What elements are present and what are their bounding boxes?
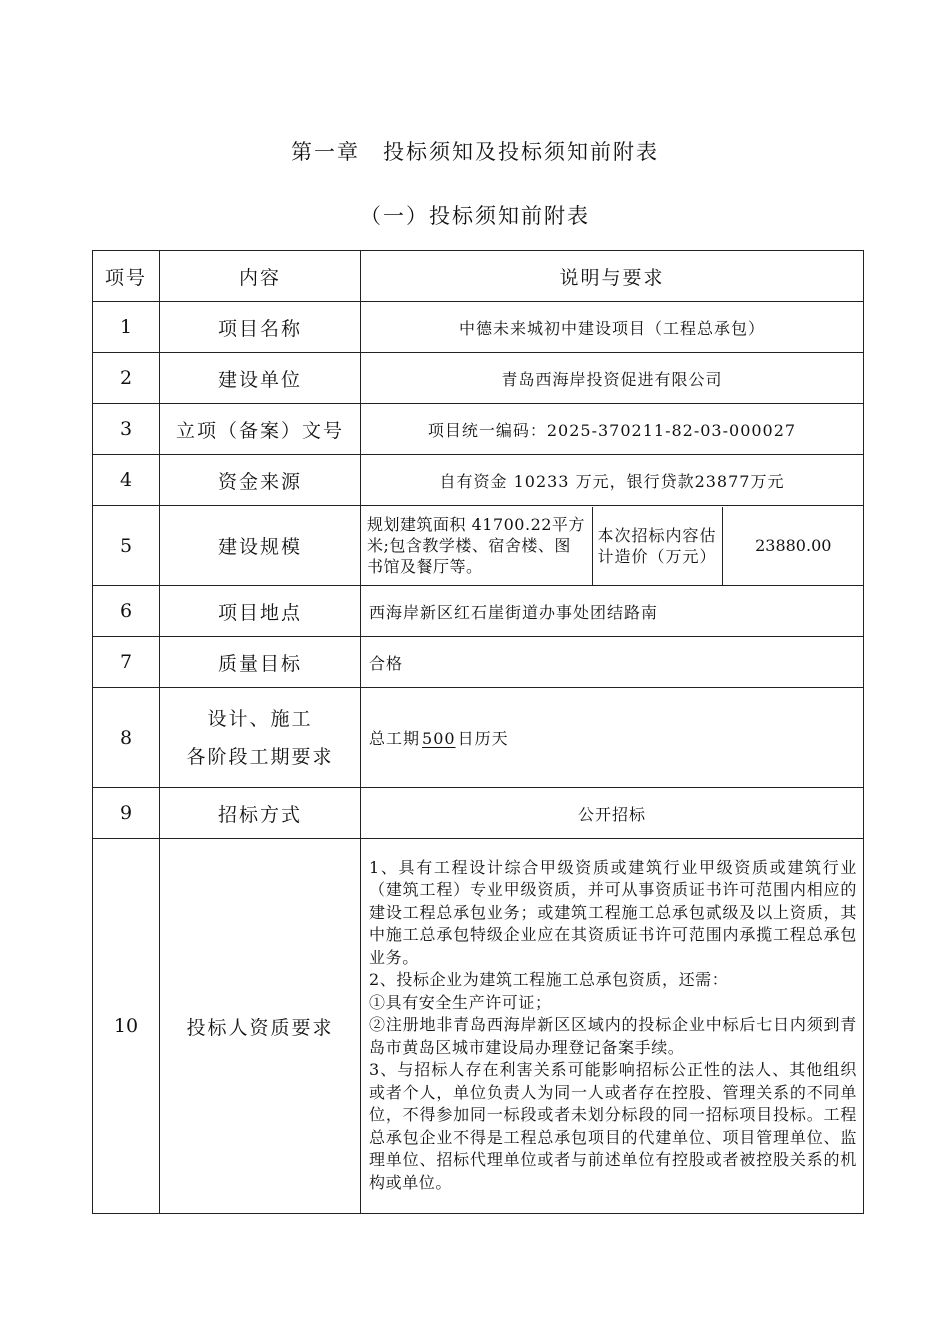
table-row: [93, 586, 864, 637]
requirement-paragraph: ②注册地非青岛西海岸新区区域内的投标企业中标后七日内须到青岛市黄岛区城市建设局办理登记备案手续。: [369, 1015, 857, 1057]
row-item: 项目地点: [160, 586, 361, 637]
requirement-paragraph: 1、具有工程设计综合甲级资质或建筑行业甲级资质或建筑行业（建筑工程）专业甲级资质，并可从事资质证书许可范围内相应的建设工程总承包业务；或建筑工程施工总承包贰级及以上资质，其中施工总承包特级企业应在其资质证书许可范围内承揽工程总承包业务。: [369, 857, 857, 967]
table-row: [93, 637, 864, 688]
estimate-value: 23880.00: [722, 507, 864, 585]
requirement-paragraph: 3、与招标人存在利害关系可能影响招标公正性的法人、其他组织或者个人，单位负责人为同一人或者存在控股、管理关系的不同单位，不得参加同一标段或者未划分标段的同一招标项目投标。工程总承包企业不得是工程总承包项目的代建单位、项目管理单位、监理单位、招标代理单位或者与前述单位有控股或者被控股关系的机构或单位。: [369, 1060, 857, 1192]
table-header-row: [93, 251, 864, 302]
row-item: 建设规模: [160, 506, 361, 586]
row-no: 3: [93, 404, 160, 455]
table-row: [93, 302, 864, 353]
location-value: 西海岸新区红石崖街道办事处团结路南: [361, 586, 864, 637]
row-item: 资金来源: [160, 455, 361, 506]
table-row: [93, 353, 864, 404]
row-no: 8: [93, 688, 160, 788]
qualification-requirements: [361, 839, 864, 1214]
table-row: [93, 839, 864, 1214]
row-item: 建设单位: [160, 353, 361, 404]
duration-days: 500: [422, 729, 456, 748]
row-no: 1: [93, 302, 160, 353]
row-item: 质量目标: [160, 637, 361, 688]
chapter-title: 第一章 投标须知及投标须知前附表: [291, 140, 659, 164]
row-no: 6: [93, 586, 160, 637]
row-item: 项目名称: [160, 302, 361, 353]
owner-value: 青岛西海岸投资促进有限公司: [361, 353, 864, 404]
scale-description: 规划建筑面积 41700.22平方米;包含教学楼、宿舍楼、图书馆及餐厅等。: [367, 515, 585, 576]
row-item-line: 设计、施工: [207, 707, 313, 730]
row-no: 5: [93, 506, 160, 586]
requirement-paragraph: ①具有安全生产许可证；: [369, 992, 552, 1012]
row-item-line: 各阶段工期要求: [186, 745, 334, 768]
section-title: （一）投标须知前附表: [360, 204, 590, 228]
table-row: [93, 788, 864, 839]
table-row: [93, 688, 864, 788]
row-item: 立项（备案）文号: [160, 404, 361, 455]
row-item: [160, 688, 361, 788]
row-no: 9: [93, 788, 160, 839]
table-row: [93, 404, 864, 455]
header-item: 内容: [160, 251, 361, 302]
estimate-label: 本次招标内容估计造价（万元）: [592, 507, 722, 585]
row-no: 4: [93, 455, 160, 506]
row-no: 7: [93, 637, 160, 688]
tender-method-value: 公开招标: [361, 788, 864, 839]
row-no: 10: [93, 839, 160, 1214]
row-item: 投标人资质要求: [160, 839, 361, 1214]
approval-number-value: 项目统一编码：2025-370211-82-03-000027: [361, 404, 864, 455]
project-name-value: 中德未来城初中建设项目（工程总承包）: [361, 302, 864, 353]
quality-target-value: 合格: [361, 637, 864, 688]
requirements-table: [92, 250, 864, 1214]
scale-cell-group: [361, 506, 864, 586]
funding-source-value: 自有资金 10233 万元，银行贷款23877万元: [361, 455, 864, 506]
header-desc: 说明与要求: [361, 251, 864, 302]
table-row: [93, 455, 864, 506]
header-no: 项号: [93, 251, 160, 302]
duration-prefix: 总工期: [369, 729, 421, 748]
table-row: [93, 506, 864, 586]
row-item: 招标方式: [160, 788, 361, 839]
duration-value: [361, 688, 864, 788]
requirement-paragraph: 2、投标企业为建筑工程施工总承包资质，还需：: [369, 970, 729, 990]
duration-suffix: 日历天: [457, 729, 509, 748]
row-no: 2: [93, 353, 160, 404]
